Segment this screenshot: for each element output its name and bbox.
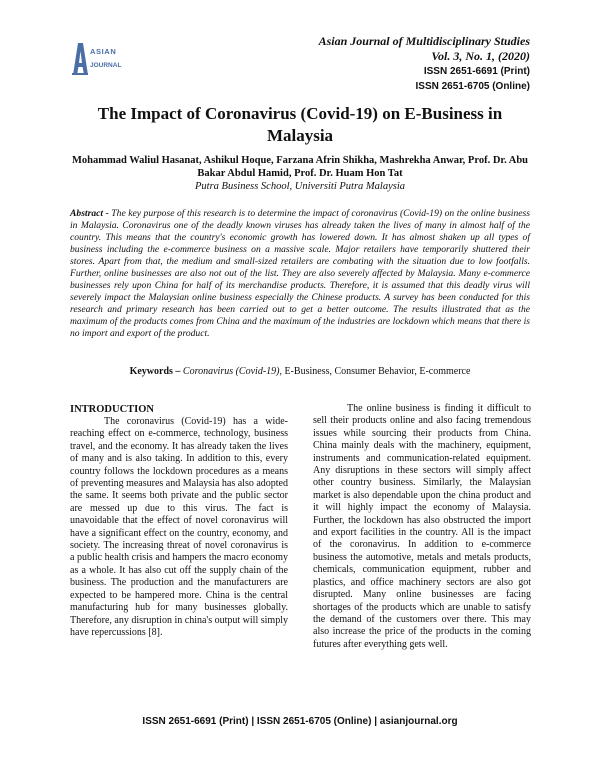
journal-name: Asian Journal of Multidisciplinary Studies [318, 34, 530, 48]
logo-text-bottom: JOURNAL [90, 62, 122, 69]
footer-issn: ISSN 2651-6691 (Print) | ISSN 2651-6705 (Online) | [142, 716, 380, 727]
journal-logo [69, 37, 122, 77]
author-list: Mohammad Waliul Hasanat, Ashikul Hoque, Farzana Afrin Shikha, Mashrekha Anwar, Prof. Dr. Abu Bakar Abdul Hamid, Prof. Dr. Huam Hon Tat [71, 155, 529, 179]
keywords-rest: , E-Business, Consumer Behavior, E-commerce [279, 366, 471, 377]
book-logo-icon [73, 43, 88, 75]
paper-title: The Impact of Coronavirus (Covid-19) on E-Business in Malaysia [97, 104, 503, 145]
intro-paragraph-2: The online business is finding it difficult to sell their products online and also facing tremendous issues while sourcing their products from China. China mainly deals with the machinery, equipment, instruments and communication-related equipment. Any disruptions in these sectors will simply affect other country business. Similarly, the Malaysian market is also dependable upon the china product and it will highly impact the economy of Malaysia. Further, the lockdown has also obstructed the import and export facilities in the country. All is the impact of the coronavirus. In addition to e-commerce business the automotive, metals and metals products, chemicals, communication equipment, rubber and plastics, and office machinery sectors are also got disrupted. Many online businesses are facing shortages of the products which are unable to satisfy the demand of the customers over there. This may also increase the price of the products in the coming futures after everything gets well. [313, 403, 531, 650]
abstract-text: The key purpose of this research is to determine the impact of coronavirus (Covid-19) on the online business in Malaysia. Coronavirus one of the deadly known viruses has already taken the lives of many in almost half of the country. This means that the country's economic growth has lowered down. It has almost shaken up all types of business including the e-commerce business on a massive scale. Major retailers have temporarily shuttered their stores. Apart from that, the medium and small-sized retailers are combating with the situation due to low footfalls. Further, online businesses are also not out of the list. They are also severely affected by Malaysia. Many e-commerce businesses rely upon China for half of its merchandise products. Therefore, it is assumed that this deadly virus will severely impact the Malaysian online business especially the Chinese products. A survey has been conducted for this research and primary research has been carried out to get a better outcome. The results illustrated that as the maximum of the products comes from China and the maximum of the industries are lockdown which means that there is no import and export of the product. [70, 208, 530, 339]
page-footer [0, 715, 600, 729]
keyword-covid: Coronavirus (Covid-19) [180, 366, 280, 377]
journal-info [319, 34, 530, 94]
left-column [70, 403, 288, 639]
intro-paragraph-1: The coronavirus (Covid-19) has a wide-reaching effect on e-commerce, technology, business travel, and the economy. It has already taken the lives of many and is also taking. In addition to this, every country follows the lockdown procedures as a means of preventing measures and Malaysia has also adopted the same. It seems both private and the public sector are messed up due to this virus. The fact is unavoidable that the effect of novel coronavirus will have a significant effect on the country, economy, and society. The increasing threat of novel coronavirus is a public health crisis and hampers the macro economy as a whole. It has also cut off the supply chain of the business. The production and the manufacturers are expected to be hampered more. China is the central manufacturing hub for many businesses globally. Therefore, any disruption in china's output will simply have repercussions [8]. [70, 416, 288, 638]
abstract [70, 208, 530, 340]
journal-volume: Vol. 3, No. 1, (2020) [431, 49, 530, 63]
keywords-label: Keywords – [129, 366, 181, 377]
affiliation: Putra Business School, Universiti Putra Malaysia [195, 181, 405, 192]
right-column [313, 403, 531, 651]
section-heading-introduction: INTRODUCTION [70, 404, 155, 415]
issn-online: ISSN 2651-6705 (Online) [415, 81, 530, 92]
abstract-label: Abstract - [70, 208, 109, 219]
issn-print: ISSN 2651-6691 (Print) [423, 66, 530, 77]
logo-text-top: ASIAN [90, 47, 117, 56]
footer-website-link[interactable]: asianjournal.org [379, 716, 458, 727]
keywords [70, 365, 530, 378]
